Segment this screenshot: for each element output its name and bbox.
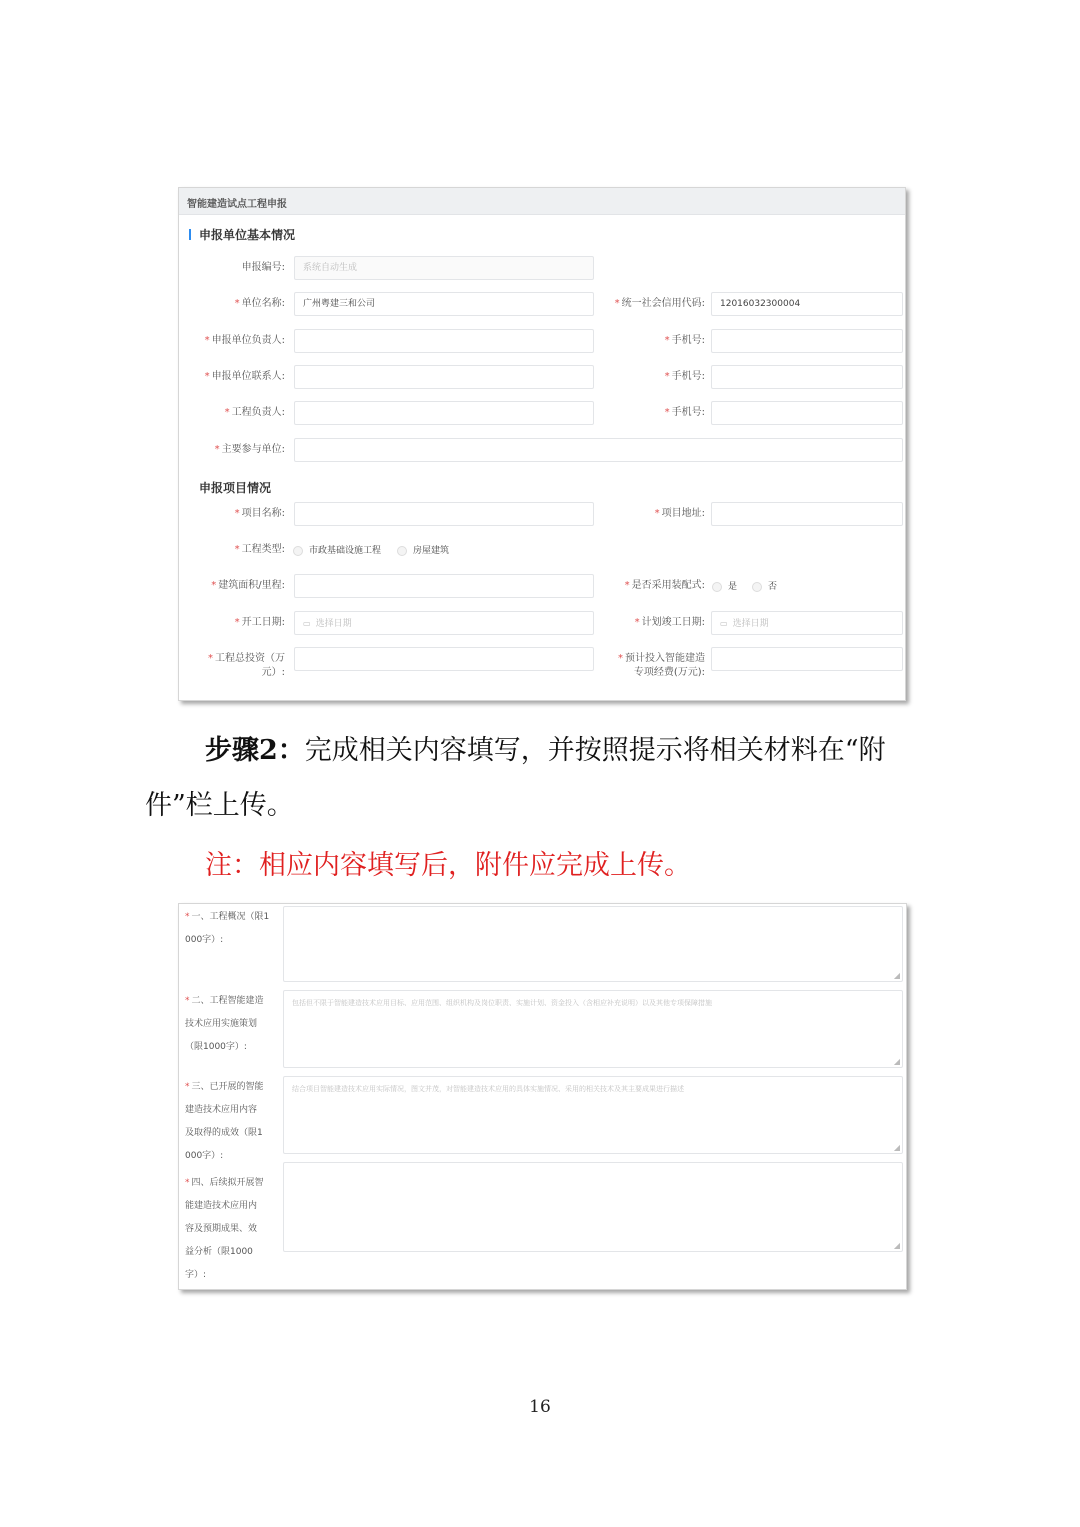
section-title-project: 申报项目情况 [199,481,272,495]
apply-no-input: 系统自动生成 [294,256,594,280]
credit-code-label: * 统一社会信用代码: [614,298,705,309]
resize-handle-icon[interactable]: ◢ [893,1143,900,1152]
area-label: * 建筑面积/里程: [211,580,285,591]
step-line-2: 件”栏上传。 [145,790,294,821]
step-line-1: 步骤2：完成相关内容填写，并按照提示将相关材料在“附 [205,735,886,766]
main-units-input[interactable] [294,438,903,462]
upload-note: 注：相应内容填写后，附件应完成上传。 [205,850,691,881]
project-head-label: * 工程负责人: [224,407,285,418]
project-head-input[interactable] [294,401,594,425]
calendar-icon: ▭ [303,619,311,628]
unit-name-label: * 单位名称: [234,298,285,309]
attachment-form-screenshot [178,903,907,1290]
future-textarea[interactable] [283,1162,903,1252]
unit-name-input[interactable]: 广州粤建三和公司 [294,292,594,316]
resize-handle-icon[interactable]: ◢ [893,1057,900,1066]
future-label: * 四、后续拟开展智 能建造技术应用内 容及预期成果、效 益分析（限1000 字）: [185,1178,264,1280]
smart-budget-label: * 预计投入智能建造 专项经费(万元): [618,653,705,678]
start-date-label: * 开工日期: [234,617,285,628]
page-number: 16 [529,1397,551,1417]
smart-budget-input[interactable] [711,647,903,671]
main-units-label: * 主要参与单位: [214,444,285,455]
prefab-radio-no[interactable]: 否 [752,581,777,593]
project-name-label: * 项目名称: [234,508,285,519]
unit-contact-label: * 申报单位联系人: [204,371,285,382]
results-textarea[interactable]: 结合项目智能建造技术应用实际情况，图文并茂，对智能建造技术应用的具体实施情况、采用的相关技术及其主要成果进行描述 ◢ [283,1076,903,1154]
section-marker [189,229,191,240]
end-date-label: * 计划竣工日期: [634,617,705,628]
overview-textarea[interactable] [283,906,903,982]
phone2-label: * 手机号: [664,371,705,382]
credit-code-input[interactable]: 12016032300004 [711,292,903,316]
plan-label: * 二、工程智能建造 技术应用实施策划 （限1000字）: [185,996,264,1052]
radio-circle-icon [712,582,722,592]
prefab-radio-yes[interactable]: 是 [712,581,737,593]
phone3-label: * 手机号: [664,407,705,418]
overview-label: * 一、工程概况（限1 000字）: [185,912,270,945]
results-label: * 三、已开展的智能 建造技术应用内容 及取得的成效（限1 000字）: [185,1082,264,1161]
resize-handle-icon[interactable]: ◢ [893,971,900,980]
unit-contact-input[interactable] [294,365,594,389]
investment-input[interactable] [294,647,594,671]
phone2-input[interactable] [711,365,903,389]
start-date-picker[interactable]: ▭ 选择日期 [294,611,594,635]
unit-head-input[interactable] [294,329,594,353]
plan-textarea[interactable]: 包括但不限于智能建造技术应用目标、应用范围、组织机构及岗位职责、实施计划、资金投入（含相应补充说明）以及其他专项保障措施 ◢ [283,990,903,1068]
area-input[interactable] [294,574,594,598]
investment-label: * 工程总投资（万 元）: [208,653,285,678]
unit-head-label: * 申报单位负责人: [204,335,285,346]
phone1-input[interactable] [711,329,903,353]
phone3-input[interactable] [711,401,903,425]
project-address-input[interactable] [711,502,903,526]
radio-circle-icon [397,546,407,556]
project-address-label: * 项目地址: [654,508,705,519]
radio-circle-icon [293,546,303,556]
form-window-title: 智能建造试点工程申报 [187,199,287,210]
project-type-label: * 工程类型: [234,544,285,555]
phone1-label: * 手机号: [664,335,705,346]
radio-circle-icon [752,582,762,592]
section-title-basic: 申报单位基本情况 [199,228,296,242]
project-type-radio-building[interactable]: 房屋建筑 [397,545,449,557]
application-form-screenshot [178,187,906,701]
end-date-picker[interactable]: ▭ 选择日期 [711,611,903,635]
apply-no-label: 申报编号: [241,262,285,273]
project-name-input[interactable] [294,502,594,526]
calendar-icon: ▭ [720,619,728,628]
form-title-bar [179,188,905,215]
resize-handle-icon[interactable]: ◢ [893,1241,900,1250]
prefab-label: * 是否采用装配式: [624,580,705,591]
project-type-radio-municipal[interactable]: 市政基础设施工程 [293,545,381,557]
